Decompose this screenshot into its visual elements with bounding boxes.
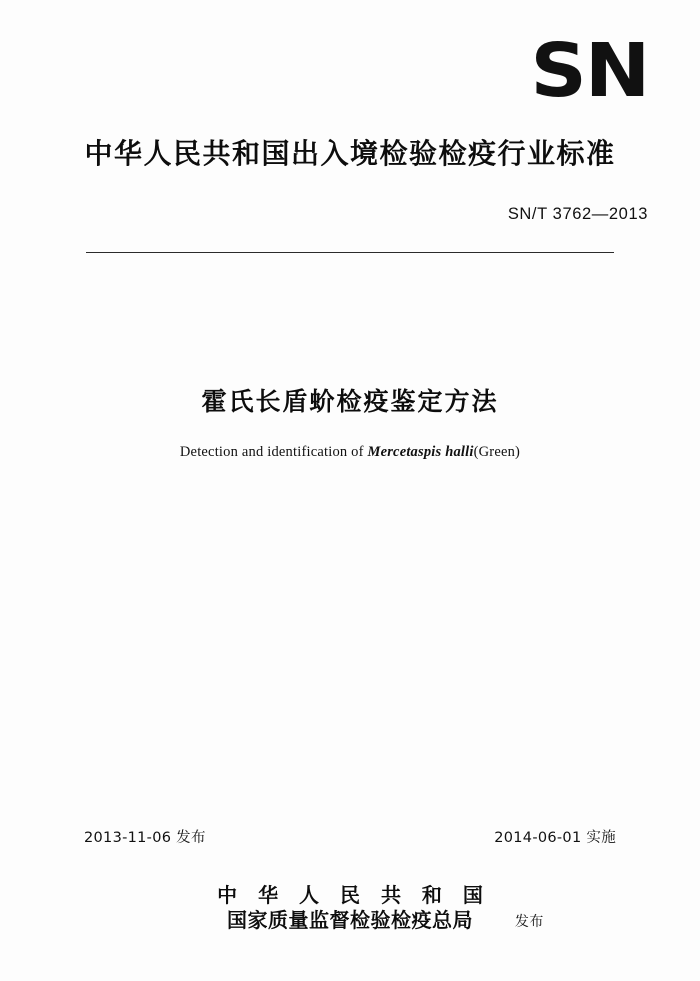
standard-number: SN/T 3762—2013 — [507, 205, 648, 223]
issuer-line-1: 中 华 人 民 共 和 国 — [217, 883, 490, 907]
issuer-block — [0, 883, 700, 933]
effective-date: 2014-06-01 实施 — [494, 830, 616, 846]
sn-logo-icon: SN — [530, 28, 648, 114]
page-header-title: 中华人民共和国出入境检验检疫行业标准 — [84, 137, 616, 170]
sn-logo-block — [530, 28, 648, 114]
issue-date: 2013-11-06 发布 — [84, 830, 206, 846]
issuer-line-2: 国家质量监督检验检疫总局 — [227, 908, 473, 932]
issuer-name — [210, 883, 490, 933]
title-en-species: Mercetaspis halli — [367, 444, 474, 460]
issuer-inner — [210, 883, 544, 933]
title-en-prefix: Detection and identification of — [179, 444, 368, 460]
page-title: 霍氏长盾蚧检疫鉴定方法 — [201, 387, 499, 416]
issuer-publish-label: 发布 — [514, 914, 544, 930]
header-divider — [86, 252, 614, 253]
page-subtitle-english — [0, 444, 700, 461]
title-en-suffix: (Green) — [473, 444, 521, 460]
